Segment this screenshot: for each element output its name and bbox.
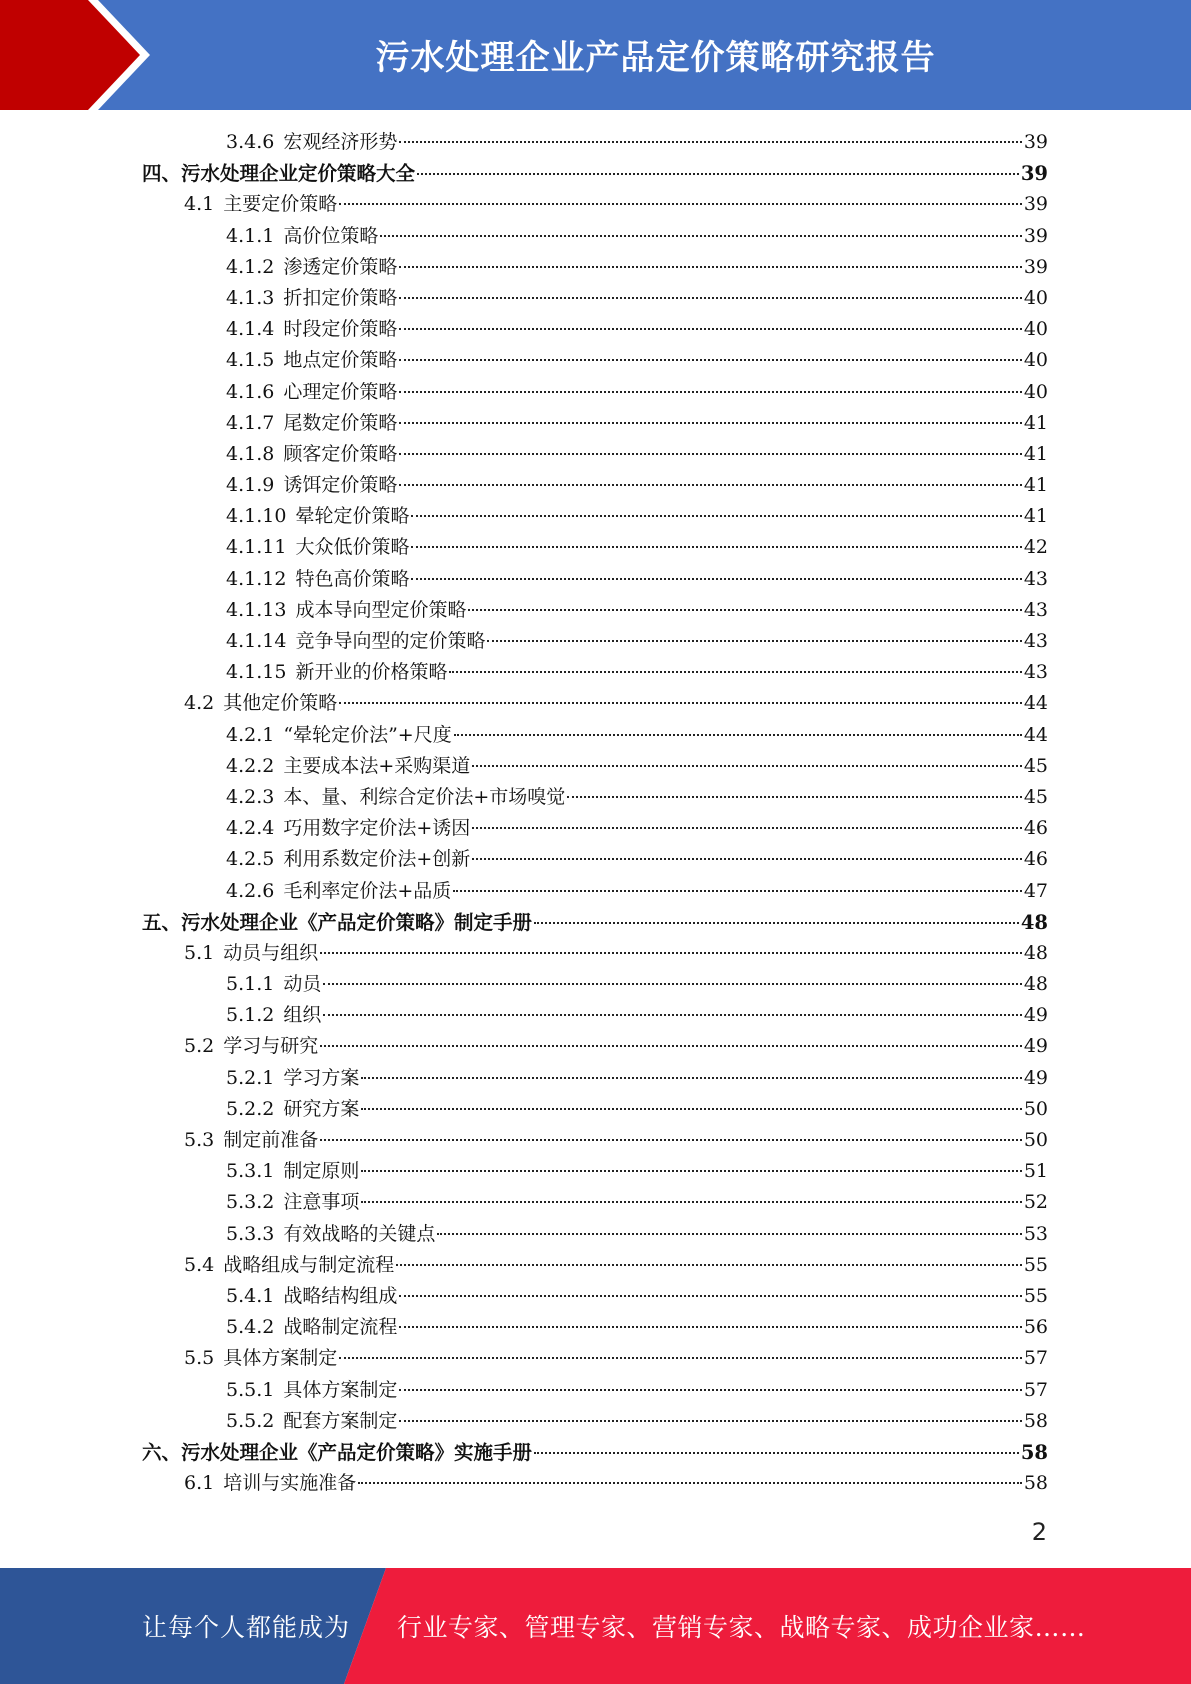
- toc-entry-page: 40: [1023, 286, 1048, 309]
- toc-entry-title: 研究方案: [283, 1097, 360, 1120]
- toc-entry-title: 五、污水处理企业《产品定价策略》制定手册: [142, 910, 533, 934]
- toc-entry-number: 5.5: [184, 1347, 215, 1370]
- toc-entry[interactable]: [142, 314, 1048, 345]
- toc-entry-title: 尾数定价策略: [283, 411, 398, 434]
- toc-entry[interactable]: [142, 1000, 1048, 1031]
- toc-entry-title: 特色高价策略: [295, 567, 410, 590]
- toc-entry[interactable]: [142, 595, 1048, 626]
- toc-entry[interactable]: [142, 1250, 1048, 1281]
- toc-entry[interactable]: [142, 782, 1048, 813]
- toc-entry-page: 51: [1023, 1160, 1048, 1183]
- toc-dot-leader: [339, 1357, 1022, 1359]
- toc-entry-number: 4.1.7: [226, 411, 275, 434]
- footer-slogan-right: 行业专家、管理专家、营销专家、战略专家、成功企业家……: [397, 1613, 1086, 1642]
- toc-dot-leader: [567, 796, 1022, 798]
- toc-entry-page: 50: [1023, 1097, 1048, 1120]
- toc-dot-leader: [487, 640, 1021, 642]
- toc-entry-page: 47: [1023, 879, 1048, 902]
- toc-entry-title: 折扣定价策略: [283, 286, 398, 309]
- toc-dot-leader: [320, 1139, 1022, 1141]
- toc-entry[interactable]: [142, 1156, 1048, 1187]
- toc-entry-number: 5.5.1: [226, 1378, 275, 1401]
- toc-entry[interactable]: [142, 876, 1048, 907]
- toc-dot-leader: [399, 328, 1021, 330]
- toc-dot-leader: [437, 1233, 1021, 1235]
- toc-entry-title: 宏观经济形势: [283, 131, 398, 153]
- toc-entry-page: 44: [1023, 692, 1048, 715]
- toc-dot-leader: [399, 1326, 1021, 1328]
- toc-entry-page: 46: [1023, 848, 1048, 871]
- toc-entry[interactable]: [142, 408, 1048, 439]
- toc-entry[interactable]: [142, 938, 1048, 969]
- toc-entry-title: 高价位策略: [283, 224, 379, 247]
- toc-entry-page: 56: [1023, 1316, 1048, 1339]
- toc-entry-title: 动员: [283, 973, 322, 996]
- toc-entry-number: 4.2.5: [226, 848, 275, 871]
- toc-entry-number: 4.1.14: [226, 630, 287, 652]
- toc-entry-page: 48: [1023, 941, 1048, 964]
- toc-entry-title: 顾客定价策略: [283, 442, 398, 465]
- toc-entry-page: 43: [1023, 567, 1048, 590]
- toc-dot-leader: [399, 453, 1021, 455]
- toc-entry-title: 组织: [283, 1004, 322, 1027]
- toc-entry-title: 诱饵定价策略: [283, 474, 398, 497]
- toc-entry-title: 学习与研究: [223, 1035, 319, 1058]
- toc-entry-page: 52: [1023, 1191, 1048, 1214]
- toc-entry[interactable]: [142, 283, 1048, 314]
- toc-entry-number: 4.1.9: [226, 474, 275, 497]
- toc-entry[interactable]: [142, 377, 1048, 408]
- toc-entry-page: 40: [1023, 318, 1048, 341]
- toc-entry-page: 40: [1023, 380, 1048, 403]
- toc-entry-title: 时段定价策略: [283, 318, 398, 341]
- toc-dot-leader: [320, 1045, 1022, 1047]
- toc-entry[interactable]: [142, 532, 1048, 563]
- toc-entry[interactable]: [142, 1406, 1048, 1437]
- toc-entry-page: 49: [1023, 1066, 1048, 1089]
- toc-entry-title: 配套方案制定: [283, 1409, 398, 1432]
- toc-entry-number: 4.1.15: [226, 661, 287, 684]
- toc-entry-page: 49: [1023, 1004, 1048, 1027]
- toc-entry[interactable]: [142, 1312, 1048, 1343]
- toc-entry[interactable]: [142, 751, 1048, 782]
- toc-entry-page: 40: [1023, 349, 1048, 372]
- toc-entry-title: 制定前准备: [223, 1129, 319, 1151]
- toc-entry-number: 4.1.11: [226, 536, 287, 559]
- toc-dot-leader: [399, 141, 1021, 143]
- toc-dot-leader: [534, 1452, 1019, 1454]
- toc-entry-title: 制定原则: [283, 1160, 360, 1183]
- toc-dot-leader: [361, 1170, 1021, 1172]
- toc-entry[interactable]: [142, 688, 1048, 719]
- toc-dot-leader: [323, 1014, 1021, 1016]
- toc-entry-number: 4.1.13: [226, 598, 287, 621]
- toc-entry-page: 41: [1023, 411, 1048, 434]
- toc-entry-page: 58: [1020, 1440, 1048, 1464]
- toc-entry-title: 四、污水处理企业定价策略大全: [142, 162, 416, 186]
- document-title: 污水处理企业产品定价策略研究报告: [375, 37, 936, 78]
- toc-entry[interactable]: [142, 969, 1048, 1000]
- toc-dot-leader: [399, 359, 1021, 361]
- toc-entry-page: 43: [1023, 630, 1048, 652]
- toc-entry-page: 39: [1020, 162, 1048, 186]
- toc-dot-leader: [411, 546, 1021, 548]
- toc-entry-title: 具体方案制定: [223, 1347, 338, 1370]
- toc-entry-title: 成本导向型定价策略: [295, 598, 467, 621]
- toc-entry-page: 48: [1023, 973, 1048, 996]
- toc-dot-leader: [399, 391, 1021, 393]
- toc-entry-number: 4.1.3: [226, 286, 275, 309]
- toc-entry[interactable]: [142, 345, 1048, 376]
- toc-entry-title: 毛利率定价法+品质: [283, 879, 452, 902]
- toc-entry[interactable]: [142, 1468, 1048, 1499]
- toc-entry-page: 48: [1020, 910, 1048, 934]
- toc-dot-leader: [449, 671, 1021, 673]
- toc-dot-leader: [358, 1482, 1022, 1484]
- toc-dot-leader: [399, 1420, 1021, 1422]
- toc-entry[interactable]: [142, 1031, 1048, 1062]
- toc-dot-leader: [399, 422, 1021, 424]
- toc-entry-number: 4.2: [184, 692, 215, 715]
- toc-entry[interactable]: [142, 1094, 1048, 1125]
- toc-entry[interactable]: [142, 252, 1048, 283]
- toc-entry-title: 培训与实施准备: [223, 1472, 357, 1495]
- toc-entry-number: 5.2.2: [226, 1097, 275, 1120]
- toc-entry-number: 4.1.6: [226, 380, 275, 403]
- toc-entry-title: 主要成本法+采购渠道: [283, 754, 471, 777]
- toc-entry-page: 45: [1023, 754, 1048, 777]
- toc-entry-number: 5.1.2: [226, 1004, 275, 1027]
- toc-entry-number: 4.1.1: [226, 224, 275, 247]
- toc-dot-leader: [399, 297, 1021, 299]
- toc-entry-title: 有效战略的关键点: [283, 1222, 436, 1245]
- toc-entry-number: 5.2.1: [226, 1066, 275, 1089]
- toc-entry-title: 晕轮定价策略: [295, 505, 410, 528]
- toc-dot-leader: [361, 1201, 1021, 1203]
- toc-dot-leader: [399, 1389, 1021, 1391]
- toc-entry-title: 六、污水处理企业《产品定价策略》实施手册: [142, 1440, 533, 1464]
- toc-entry-title: 动员与组织: [223, 941, 319, 964]
- toc-dot-leader: [396, 1264, 1022, 1266]
- toc-entry-title: 渗透定价策略: [283, 255, 398, 278]
- toc-entry[interactable]: [142, 1437, 1048, 1468]
- toc-entry-page: 55: [1023, 1284, 1048, 1307]
- toc-entry-number: 4.1.4: [226, 318, 275, 341]
- toc-entry-title: 竞争导向型的定价策略: [295, 630, 486, 652]
- toc-entry[interactable]: [142, 189, 1048, 220]
- toc-entry-title: 战略组成与制定流程: [223, 1253, 395, 1276]
- toc-entry-title: 其他定价策略: [223, 692, 338, 715]
- page-header: [0, 0, 1191, 110]
- toc-entry-page: 39: [1023, 255, 1048, 278]
- toc-entry-number: 3.4.6: [226, 131, 275, 153]
- toc-dot-leader: [380, 235, 1021, 237]
- toc-entry-page: 43: [1023, 661, 1048, 684]
- toc-entry[interactable]: [142, 1219, 1048, 1250]
- toc-entry-page: 44: [1023, 723, 1048, 746]
- toc-entry-title: 大众低价策略: [295, 536, 410, 559]
- toc-entry-title: 巧用数字定价法+诱因: [283, 817, 471, 840]
- table-of-contents: [142, 127, 1048, 1499]
- toc-entry[interactable]: [142, 844, 1048, 875]
- toc-entry-title: 新开业的价格策略: [295, 661, 448, 684]
- toc-dot-leader: [468, 609, 1021, 611]
- toc-entry-page: 43: [1023, 598, 1048, 621]
- toc-entry-number: 4.2.3: [226, 785, 275, 808]
- toc-dot-leader: [399, 1295, 1021, 1297]
- toc-entry[interactable]: [142, 439, 1048, 470]
- toc-entry-page: 58: [1023, 1472, 1048, 1495]
- toc-entry-number: 5.5.2: [226, 1409, 275, 1432]
- toc-entry[interactable]: [142, 1281, 1048, 1312]
- footer-slogan-left: 让每个人都能成为: [142, 1613, 351, 1642]
- toc-entry[interactable]: [142, 221, 1048, 252]
- toc-entry-number: 5.3.1: [226, 1160, 275, 1183]
- toc-entry-number: 5.4.2: [226, 1316, 275, 1339]
- toc-entry[interactable]: [142, 127, 1048, 158]
- toc-entry-number: 4.1.5: [226, 349, 275, 372]
- toc-entry-title: 具体方案制定: [283, 1378, 398, 1401]
- toc-entry[interactable]: [142, 158, 1048, 189]
- toc-entry[interactable]: [142, 626, 1048, 657]
- toc-entry-page: 53: [1023, 1222, 1048, 1245]
- toc-entry-number: 4.2.4: [226, 817, 275, 840]
- toc-entry-number: 5.1: [184, 941, 215, 964]
- toc-entry-number: 5.3.2: [226, 1191, 275, 1214]
- toc-entry-page: 49: [1023, 1035, 1048, 1058]
- toc-entry-page: 41: [1023, 505, 1048, 528]
- toc-entry-number: 5.4: [184, 1253, 215, 1276]
- toc-entry-number: 4.2.2: [226, 754, 275, 777]
- toc-entry-title: 注意事项: [283, 1191, 360, 1214]
- toc-entry-number: 4.2.6: [226, 879, 275, 902]
- toc-dot-leader: [454, 734, 1022, 736]
- toc-entry-number: 5.1.1: [226, 973, 275, 996]
- toc-entry-page: 41: [1023, 442, 1048, 465]
- toc-dot-leader: [339, 702, 1022, 704]
- toc-entry-number: 4.1.10: [226, 505, 287, 528]
- toc-entry-number: 5.2: [184, 1035, 215, 1058]
- toc-entry-title: 主要定价策略: [223, 193, 338, 216]
- toc-dot-leader: [472, 827, 1022, 829]
- toc-entry-number: 6.1: [184, 1472, 215, 1495]
- toc-dot-leader: [399, 266, 1021, 268]
- toc-entry[interactable]: [142, 813, 1048, 844]
- toc-entry[interactable]: [142, 657, 1048, 688]
- toc-dot-leader: [472, 765, 1022, 767]
- toc-dot-leader: [399, 484, 1021, 486]
- toc-entry[interactable]: [142, 720, 1048, 751]
- toc-dot-leader: [411, 578, 1021, 580]
- toc-entry-page: 39: [1023, 224, 1048, 247]
- toc-entry-number: 4.1.8: [226, 442, 275, 465]
- toc-entry[interactable]: [142, 501, 1048, 532]
- toc-entry-page: 55: [1023, 1253, 1048, 1276]
- toc-entry-number: 5.4.1: [226, 1284, 275, 1307]
- toc-entry-title: 本、量、利综合定价法+市场嗅觉: [283, 785, 566, 808]
- toc-entry-title: 心理定价策略: [283, 380, 398, 403]
- toc-entry[interactable]: [142, 1375, 1048, 1406]
- page-footer: [0, 1568, 1191, 1684]
- toc-entry-page: 45: [1023, 785, 1048, 808]
- toc-entry-page: 39: [1023, 131, 1048, 153]
- toc-dot-leader: [472, 858, 1022, 860]
- toc-dot-leader: [320, 952, 1022, 954]
- toc-entry-title: 学习方案: [283, 1066, 360, 1089]
- toc-entry-page: 58: [1023, 1409, 1048, 1432]
- toc-dot-leader: [411, 515, 1021, 517]
- toc-entry-page: 57: [1023, 1347, 1048, 1370]
- toc-entry-page: 41: [1023, 474, 1048, 497]
- toc-dot-leader: [339, 203, 1022, 205]
- toc-entry-page: 57: [1023, 1378, 1048, 1401]
- toc-entry[interactable]: [142, 564, 1048, 595]
- toc-dot-leader: [417, 173, 1019, 175]
- toc-dot-leader: [323, 983, 1021, 985]
- toc-entry-title: 战略结构组成: [283, 1284, 398, 1307]
- toc-entry[interactable]: [142, 1125, 1048, 1156]
- toc-entry-number: 4.1: [184, 193, 215, 216]
- toc-entry-title: “晕轮定价法”+尺度: [283, 723, 452, 746]
- toc-entry-number: 4.1.2: [226, 255, 275, 278]
- toc-entry[interactable]: [142, 907, 1048, 938]
- toc-entry[interactable]: [142, 470, 1048, 501]
- toc-entry-number: 4.1.12: [226, 567, 287, 590]
- toc-entry-title: 战略制定流程: [283, 1316, 398, 1339]
- toc-entry-page: 39: [1023, 193, 1048, 216]
- red-chevron-decoration: [0, 0, 160, 110]
- toc-entry-number: 5.3: [184, 1129, 215, 1151]
- toc-entry[interactable]: [142, 1343, 1048, 1374]
- toc-entry[interactable]: [142, 1187, 1048, 1218]
- toc-entry-number: 4.2.1: [226, 723, 275, 746]
- toc-entry-title: 利用系数定价法+创新: [283, 848, 471, 871]
- toc-entry-number: 5.3.3: [226, 1222, 275, 1245]
- toc-dot-leader: [534, 922, 1019, 924]
- toc-dot-leader: [361, 1108, 1021, 1110]
- toc-entry-page: 50: [1023, 1129, 1048, 1151]
- page-number: 2: [1031, 1518, 1047, 1546]
- toc-dot-leader: [453, 890, 1022, 892]
- toc-dot-leader: [361, 1077, 1021, 1079]
- toc-entry-page: 42: [1023, 536, 1048, 559]
- toc-entry-page: 46: [1023, 817, 1048, 840]
- toc-entry[interactable]: [142, 1063, 1048, 1094]
- toc-entry-title: 地点定价策略: [283, 349, 398, 372]
